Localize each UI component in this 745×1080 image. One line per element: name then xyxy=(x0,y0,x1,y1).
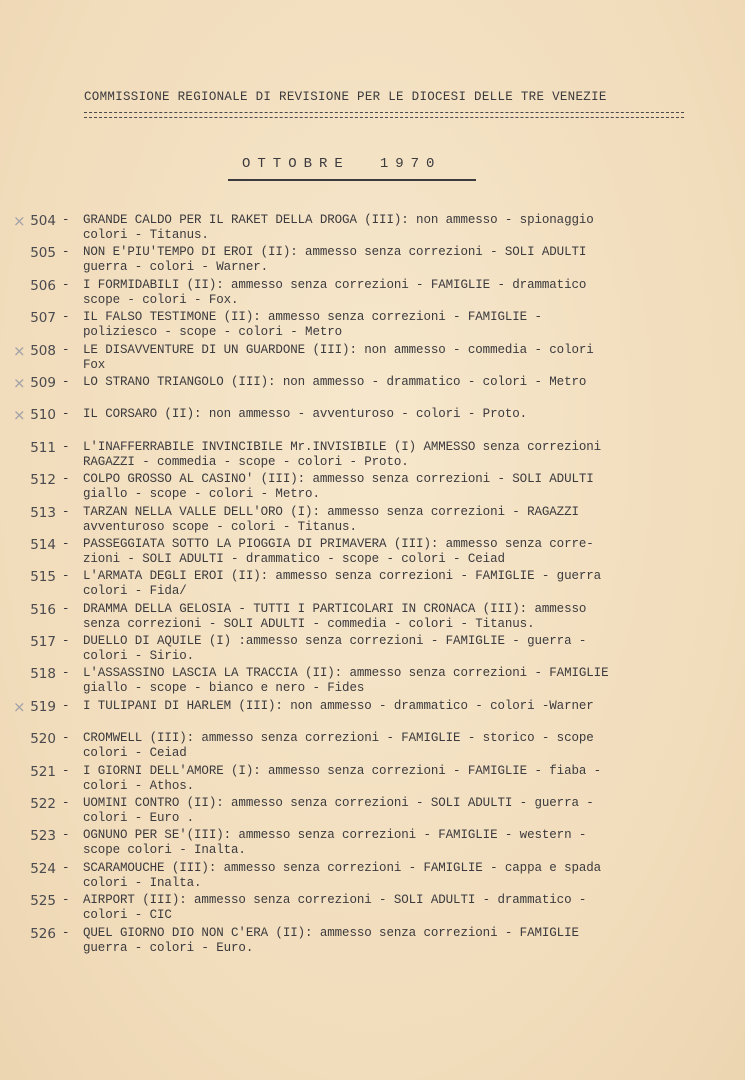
entry-dash: - xyxy=(62,666,70,681)
entry-text-line-2: colori - Fida/ xyxy=(83,584,187,599)
film-entry xyxy=(0,893,745,925)
entry-text-line-2: poliziesco - scope - colori - Metro xyxy=(83,325,343,340)
film-review-list xyxy=(0,213,745,958)
commission-title: COMMISSIONE REGIONALE DI REVISIONE PER LE DIOCESI DELLE TRE VENEZIE xyxy=(84,90,607,104)
entry-text-line-1: UOMINI CONTRO (II): ammesso senza correzioni - SOLI ADULTI - guerra - xyxy=(83,796,594,811)
entry-text-line-2: colori - Sirio. xyxy=(83,649,195,664)
entry-number: 524 xyxy=(30,860,56,877)
film-entry xyxy=(0,472,745,504)
entry-number: 520 xyxy=(30,731,56,748)
film-entry xyxy=(0,343,745,375)
entry-text-line-1: OGNUNO PER SE'(III): ammesso senza correzioni - FAMIGLIE - western - xyxy=(83,828,587,843)
entry-number: 517 xyxy=(30,634,56,651)
entry-dash: - xyxy=(62,439,70,454)
entry-text-line-2: guerra - colori - Warner. xyxy=(83,260,269,275)
entry-number: 525 xyxy=(30,893,56,910)
entry-number: 519 xyxy=(30,698,56,715)
entry-dash: - xyxy=(62,213,70,227)
entry-number: 523 xyxy=(30,828,56,845)
entry-text-line-2: giallo - scope - bianco e nero - Fides xyxy=(83,681,365,696)
cross-mark-icon: × xyxy=(13,697,26,716)
entry-dash: - xyxy=(62,342,70,357)
entry-text-line-2: guerra - colori - Euro. xyxy=(83,940,254,955)
entry-dash: - xyxy=(62,893,70,908)
entry-dash: - xyxy=(62,828,70,843)
entry-text-line-1: LO STRANO TRIANGOLO (III): non ammesso - drammatico - colori - Metro xyxy=(83,374,587,389)
entry-text-line-1: L'ASSASSINO LASCIA LA TRACCIA (II): ammesso senza correzioni - FAMIGLIE xyxy=(83,666,609,681)
entry-text-line-1: IL FALSO TESTIMONE (II): ammesso senza correzioni - FAMIGLIE - xyxy=(83,310,542,325)
entry-text-line-2: scope colori - Inalta. xyxy=(83,843,246,858)
entry-number: 510 xyxy=(30,407,56,424)
entry-number: 509 xyxy=(30,374,56,391)
film-entry xyxy=(0,245,745,277)
entry-text-line-1: I GIORNI DELL'AMORE (I): ammesso senza correzioni - FAMIGLIE - fiaba - xyxy=(83,763,602,778)
entry-dash: - xyxy=(62,374,70,389)
entry-text-line-2: senza correzioni - SOLI ADULTI - commedia - colori - Titanus. xyxy=(83,616,535,631)
entry-number: 508 xyxy=(30,342,56,359)
month-name: OTTOBRE xyxy=(242,156,350,172)
film-entry xyxy=(0,569,745,601)
entry-dash: - xyxy=(62,634,70,649)
entry-number: 522 xyxy=(30,796,56,813)
entry-text-line-1: L'ARMATA DEGLI EROI (II): ammesso senza correzioni - FAMIGLIE - guerra xyxy=(83,569,602,584)
film-entry xyxy=(0,828,745,860)
entry-dash: - xyxy=(62,536,70,551)
entry-number: 504 xyxy=(30,213,56,229)
entry-dash: - xyxy=(62,277,70,292)
entry-text-line-1: COLPO GROSSO AL CASINO' (III): ammesso senza correzioni - SOLI ADULTI xyxy=(83,472,594,487)
entry-text-line-1: I TULIPANI DI HARLEM (III): non ammesso - drammatico - colori -Warner xyxy=(83,698,594,713)
entry-text-line-1: GRANDE CALDO PER IL RAKET DELLA DROGA (III): non ammesso - spionaggio xyxy=(83,213,594,227)
film-entry xyxy=(0,764,745,796)
entry-text-line-1: DUELLO DI AQUILE (I) :ammesso senza correzioni - FAMIGLIE - guerra - xyxy=(83,634,587,649)
film-entry xyxy=(0,310,745,342)
entry-text-line-2: scope - colori - Fox. xyxy=(83,292,239,307)
cross-mark-icon: × xyxy=(13,341,26,360)
film-entry xyxy=(0,505,745,537)
month-heading xyxy=(242,156,441,172)
entry-number: 513 xyxy=(30,504,56,521)
film-entry xyxy=(0,537,745,569)
cross-mark-icon: × xyxy=(13,212,26,230)
entry-text-line-1: PASSEGGIATA SOTTO LA PIOGGIA DI PRIMAVERA (III): ammesso senza corre- xyxy=(83,536,594,551)
entry-number: 526 xyxy=(30,925,56,942)
entry-text-line-2: colori - Inalta. xyxy=(83,875,202,890)
cross-mark-icon: × xyxy=(13,373,26,392)
entry-number: 516 xyxy=(30,601,56,618)
film-entry xyxy=(0,861,745,893)
entry-number: 511 xyxy=(30,439,56,456)
entry-text-line-2: avventuroso scope - colori - Titanus. xyxy=(83,519,357,534)
entry-number: 505 xyxy=(30,245,56,262)
entry-text-line-2: RAGAZZI - commedia - scope - colori - Proto. xyxy=(83,454,409,469)
entry-text-line-1: IL CORSARO (II): non ammesso - avventuroso - colori - Proto. xyxy=(83,407,528,422)
entry-text-line-1: NON E'PIU'TEMPO DI EROI (II): ammesso senza correzioni - SOLI ADULTI xyxy=(83,245,587,260)
film-entry xyxy=(0,796,745,828)
entry-number: 506 xyxy=(30,277,56,294)
entry-text-line-1: QUEL GIORNO DIO NON C'ERA (II): ammesso senza correzioni - FAMIGLIE xyxy=(83,925,579,940)
entry-dash: - xyxy=(62,796,70,811)
film-entry xyxy=(0,731,745,763)
film-entry xyxy=(0,634,745,666)
cross-mark-icon: × xyxy=(13,406,26,425)
entry-text-line-2: colori - Euro . xyxy=(83,811,195,826)
entry-text-line-1: I FORMIDABILI (II): ammesso senza correzioni - FAMIGLIE - drammatico xyxy=(83,277,587,292)
entry-text-line-2: giallo - scope - colori - Metro. xyxy=(83,487,320,502)
entry-text-line-2: colori - Athos. xyxy=(83,778,195,793)
film-entry xyxy=(0,407,745,439)
entry-text-line-2: Fox xyxy=(83,357,106,372)
entry-number: 514 xyxy=(30,536,56,553)
entry-text-line-1: L'INAFFERRABILE INVINCIBILE Mr.INVISIBILE (I) AMMESSO senza correzioni xyxy=(83,439,602,454)
film-entry xyxy=(0,699,745,731)
entry-dash: - xyxy=(62,504,70,519)
title-double-rule xyxy=(84,112,684,118)
entry-dash: - xyxy=(62,731,70,746)
entry-text-line-1: CROMWELL (III): ammesso senza correzioni - FAMIGLIE - storico - scope xyxy=(83,731,594,746)
film-entry xyxy=(0,278,745,310)
entry-number: 518 xyxy=(30,666,56,683)
entry-dash: - xyxy=(62,472,70,487)
entry-text-line-2: colori - CIC xyxy=(83,908,172,923)
entry-dash: - xyxy=(62,569,70,584)
entry-dash: - xyxy=(62,601,70,616)
entry-dash: - xyxy=(62,310,70,325)
film-entry xyxy=(0,375,745,407)
entry-text-line-1: AIRPORT (III): ammesso senza correzioni - SOLI ADULTI - drammatico - xyxy=(83,893,587,908)
entry-number: 512 xyxy=(30,472,56,489)
entry-text-line-1: LE DISAVVENTURE DI UN GUARDONE (III): non ammesso - commedia - colori xyxy=(83,342,594,357)
entry-text-line-2: colori - Titanus. xyxy=(83,228,209,242)
month-underline xyxy=(228,179,476,181)
film-entry xyxy=(0,926,745,958)
entry-dash: - xyxy=(62,925,70,940)
entry-number: 515 xyxy=(30,569,56,586)
entry-text-line-1: TARZAN NELLA VALLE DELL'ORO (I): ammesso senza correzioni - RAGAZZI xyxy=(83,504,579,519)
month-year: 1970 xyxy=(379,156,442,172)
entry-dash: - xyxy=(62,245,70,260)
entry-text-line-1: DRAMMA DELLA GELOSIA - TUTTI I PARTICOLARI IN CRONACA (III): ammesso xyxy=(83,601,587,616)
entry-text-line-2: colori - Ceiad xyxy=(83,746,187,761)
entry-dash: - xyxy=(62,698,70,713)
film-entry xyxy=(0,440,745,472)
entry-number: 507 xyxy=(30,310,56,327)
entry-text-line-2: zioni - SOLI ADULTI - drammatico - scope - colori - Ceiad xyxy=(83,551,505,566)
film-entry xyxy=(0,602,745,634)
film-entry xyxy=(0,666,745,698)
entry-text-line-1: SCARAMOUCHE (III): ammesso senza correzioni - FAMIGLIE - cappa e spada xyxy=(83,860,602,875)
entry-dash: - xyxy=(62,860,70,875)
film-entry xyxy=(0,213,745,245)
entry-dash: - xyxy=(62,407,70,422)
entry-number: 521 xyxy=(30,763,56,780)
entry-dash: - xyxy=(62,763,70,778)
